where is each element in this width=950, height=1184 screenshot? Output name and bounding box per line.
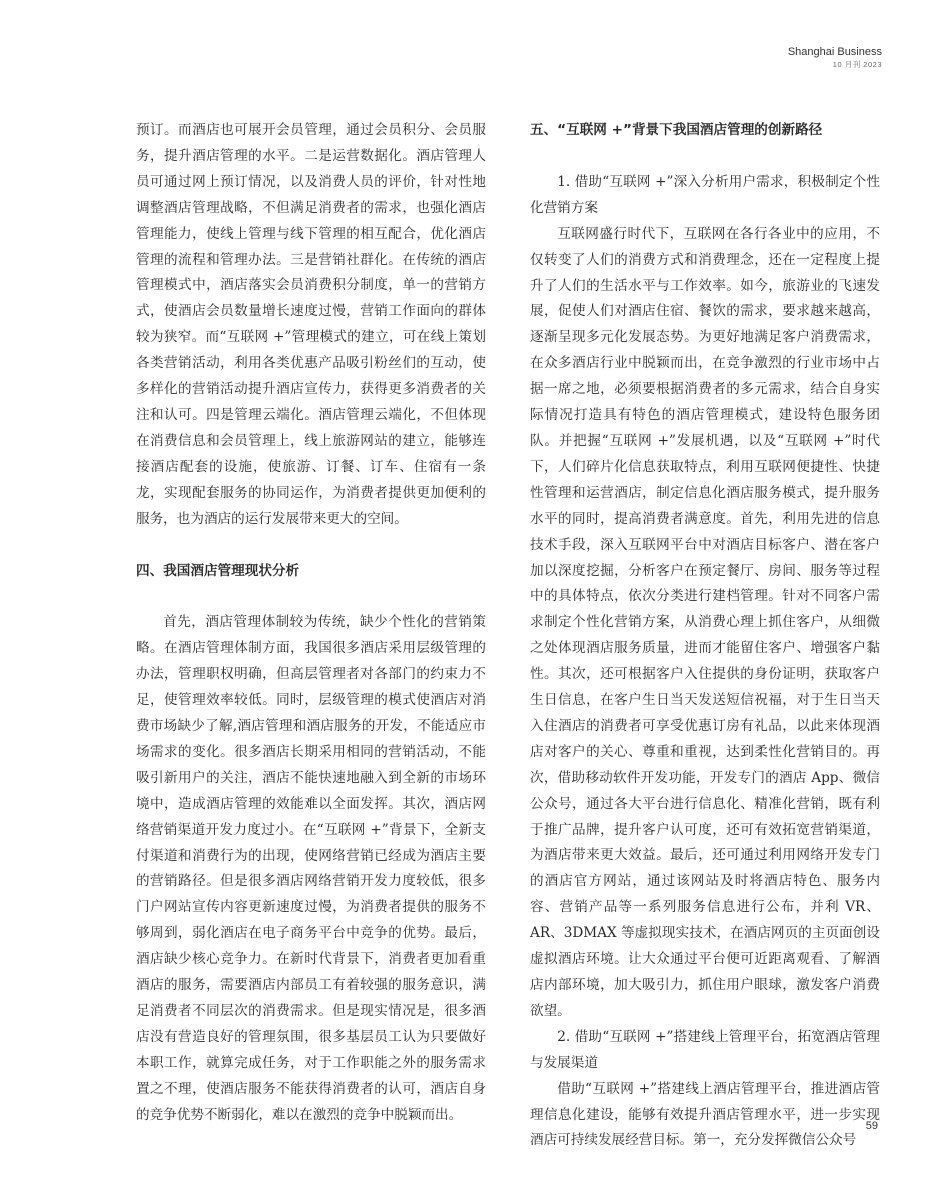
- section-4-paragraph: 首先，酒店管理体制较为传统，缺少个性化的营销策略。在酒店管理体制方面，我国很多酒店采用层级管理的办法，管理职权明确，但高层管理者对各部门的约束力不足，使管理效率较低。同时，层级管理的模式使酒店对消费市场缺少了解,酒店管理和酒店服务的开发，不能适应市场需求的变化。很多酒店长期采用相同的营销活动，不能吸引新用户的关注，酒店不能快速地融入到全新的市场环境中，造成酒店管理的效能难以全面发挥。其次，酒店网络营销渠道开发力度过小。在“互联网 +”背景下，全新支付渠道和消费行为的出现，使网络营销已经成为酒店主要的营销路径。但是很多酒店网络营销开发力度较低，很多门户网站宣传内容更新速度过慢，为消费者提供的服务不够周到，弱化酒店在电子商务平台中竞争的优势。最后，酒店缺少核心竞争力。在新时代背景下，消费者更加看重酒店的服务，需要酒店内部员工有着较强的服务意识，满足消费者不同层次的消费需求。但是现实情况是，很多酒店没有营造良好的管理氛围，很多基层员工认为只要做好本职工作，就算完成任务，对于工作职能之外的服务需求置之不理，使酒店服务不能获得消费者的认可，酒店自身的竞争优势不断弱化，难以在激烈的竞争中脱颖而出。: [136, 614, 486, 1123]
- continued-paragraph: 预订。而酒店也可展开会员管理，通过会员积分、会员服务，提升酒店管理的水平。二是运营数据化。酒店管理人员可通过网上预订情况，以及消费人员的评价，针对性地调整酒店管理战略，不但满足消费者的需求，也强化酒店管理能力，使线上管理与线下管理的相互配合，优化酒店管理的流程和管理办法。三是营销社群化。在传统的酒店管理模式中，酒店落实会员消费积分制度，单一的营销方式，使酒店会员数量增长速度过慢，营销工作面向的群体较为狭窄。而“互联网 +”管理模式的建立，可在线上策划各类营销活动，利用各类优惠产品吸引粉丝们的互动，使多样化的营销活动提升酒店宣传力，获得更多消费者的关注和认可。四是管理云端化。酒店管理云端化，不但体现在消费信息和会员管理上，线上旅游网站的建立，能够连接酒店配套的设施，使旅游、订餐、订车、住宿有一条龙，实现配套服务的协同运作，为消费者提供更加便利的服务，也为酒店的运行发展带来更大的空间。: [136, 122, 486, 527]
- subsection-heading-2: 2. 借助“互联网 +”搭建线上管理平台，拓宽酒店管理与发展渠道: [530, 1028, 880, 1071]
- subsection-heading-1: 1. 借助“互联网 +”深入分析用户需求，积极制定个性化营销方案: [530, 173, 880, 216]
- issue-label: 10 月刊 2023: [832, 60, 882, 69]
- publication-title: Shanghai Business: [787, 46, 882, 58]
- subsection-2-paragraph: 借助“互联网 +”搭建线上酒店管理平台，推进酒店管理信息化建设，能够有效提升酒店管理水平，进一步实现酒店可持续发展经营目标。第一，充分发挥微信公众号: [530, 1080, 880, 1149]
- page-number: 59: [865, 1120, 878, 1132]
- masthead: [788, 46, 882, 70]
- section-heading-5: 五、“互联网 +”背景下我国酒店管理的创新路径: [530, 122, 823, 138]
- left-column: [136, 118, 486, 1129]
- section-heading-4: 四、我国酒店管理现状分析: [136, 562, 300, 579]
- right-column: [530, 118, 880, 1154]
- subsection-1-paragraph: 互联网盛行时代下，互联网在各行各业中的应用，不仅转变了人们的消费方式和消费理念，还在一定程度上提升了人们的生活水平与工作效率。如今，旅游业的飞速发展，促使人们对酒店住宿、餐饮的需求，要求越来越高，逐渐呈现多元化发展态势。为更好地满足客户消费需求，在众多酒店行业中脱颖而出，在竞争激烈的行业市场中占据一席之地，必须要根据消费者的多元需求，结合自身实际情况打造具有特色的酒店管理模式，建设特色服务团队。并把握“互联网 +”发展机遇，以及“互联网 +”时代下，人们碎片化信息获取特点，利用互联网便捷性、快捷性管理和运营酒店，制定信息化酒店服务模式，提升服务水平的同时，提高消费者满意度。首先，利用先进的信息技术手段，深入互联网平台中对酒店目标客户、潜在客户加以深度挖掘，分析客户在预定餐厅、房间、服务等过程中的具体特点，依次分类进行建档管理。针对不同客户需求制定个性化营销方案，从消费心理上抓住客户，从细微之处体现酒店服务质量，进而才能留住客户、增强客户黏性。其次，还可根据客户入住提供的身份证明，获取客户生日信息，在客户生日当天发送短信祝福，对于生日当天入住酒店的消费者可享受优惠订房有礼品，以此来体现酒店对客户的关心、尊重和重视，达到柔性化营销目的。再次，借助移动软件开发功能，开发专门的酒店 App、微信公众号，通过各大平台进行信息化、精准化营销，既有利于推广品牌，提升客户认可度，还可有效拓宽营销渠道，为酒店带来更大效益。最后，还可通过利用网络开发专门的酒店官方网站，通过该网站及时将酒店特色、服务内容、营销产品等一系列服务信息进行公布，并利 VR、AR、3DMAX 等虚拟现实技术，在酒店网页的主页面创设虚拟酒店环境。让大众通过平台便可近距离观看、了解酒店内部环境，加大吸引力，抓住用户眼球，激发客户消费欲望。: [530, 225, 880, 1019]
